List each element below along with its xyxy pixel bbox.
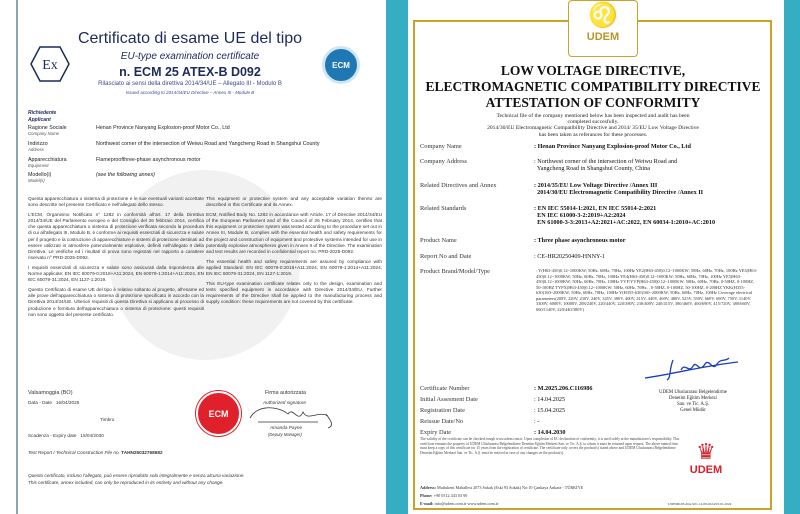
row-label: Company Address bbox=[420, 158, 468, 165]
atex-certificate bbox=[0, 0, 386, 514]
ecm-logo: ECM bbox=[322, 46, 360, 84]
product-types: : Y(H63-450)0.12~1000KW; 50Hz, 60Hz, 70Hz, 100Hz YE2(H63-450)0.12~1000KW; 50Hz, 60Hz, 70Hz, 100Hz YE3(H63-450)0.12~1000KW; 50Hz, 60Hz, 70Hz, 100Hz YE4(H63-450)0.12~1000KW; 50Hz, 60Hz, 70Hz, 100Hz YE5(H63-450)0.12~1000KW; 50Hz, 60Hz, 70Hz, 100Hz YVF/YVP(H63-450)0.12~1000KW; 50Hz, 60Hz, 70Hz, 0-50HZ, 0-100HZ, 50-100HZ TYPX(H63-450)0.12~1000KW; 50Hz, 60Hz, 70Hz, , 0-50HZ, 0-100HZ, 50-100HZ, 0-200HZ YKK(H355-630)160~2000KW; 50Hz, 60Hz, 70Hz, 100Hz Y(H355-630)160~2000KW; 50Hz, 60Hz, 70Hz, 100Hz Coverage electrical parameters(208V, 220V, 230V, 240V, 345V, 380V, 400V, 415V, 440V, 460V, 480V, 525V, 550V, 660V, 690V, 750V, 1140V, 3300V, 6000V, 10000V, 208/240V, 220/440V, 220/380V, 230/400V, 240/415V, 380/460V, 400/690V, 415/720V, 380/660V, 660/1140V, 220/440/380V) bbox=[536, 268, 758, 312]
company-name: Henan Province Nanyang Explosion-proof Motor Co., Ltd bbox=[96, 125, 230, 131]
detail-label: Expiry Date bbox=[420, 429, 452, 436]
udem-certificate bbox=[408, 0, 784, 514]
company-name: : Henan Province Nanyang Explosion-proof Motor Co., Ltd bbox=[534, 143, 691, 150]
certificate-number: : M.2025.206.C116986 bbox=[534, 385, 593, 392]
address: Northwest corner of the intersection of Weiwu Road and Yangcheng Road in Shangshui County bbox=[96, 141, 320, 147]
test-report: Test Report / Technical Construction File no. TAHN25032768682 bbox=[28, 450, 163, 455]
registration-date: : 15.04.2025 bbox=[534, 407, 566, 414]
field-label: Modello(i) Model(s) bbox=[28, 172, 52, 183]
field-label: Ragione Sociale Company Name bbox=[28, 125, 67, 136]
ecm-stamp: ECM bbox=[196, 391, 241, 436]
issue-date: Data - Date 16/04/2025 bbox=[28, 400, 80, 405]
doc-code: UDEMK03-MA-S01-14.08.2024/03.01.2024 bbox=[668, 502, 732, 506]
field-label: Apparecchiatura Equipment bbox=[28, 157, 67, 168]
email: E-mail: info@udem.com.tr www.udem.com.tr bbox=[420, 501, 499, 506]
reissue: : - bbox=[534, 418, 540, 425]
cert-subtitle: EU-type examination certificate bbox=[120, 51, 260, 62]
text-it: Questa apparecchiatura o sistema di protezione e le sue eventuali varianti accettate sono descritte nel presente Certificato e nell'allegato dello stesso. L'ECM, Organismo Notificato n° 1282 in conformità all'art. 17 della Direttiva 2014/34/UE del Parlamento europeo e del Consiglio del 26 febbraio 2014, certifica che questa apparecchiatura o sistema di protezione verificata secondo la procedura di cui all'allegato III, Modulo B, è conforme ai requisiti essenziali di sicurezza e salute per il progetto e la costruzione di apparecchiature e sistemi di protezione destinati ad essere utilizzati in atmosfere potenzialmente esplosive, definiti nell'allegato II della Direttiva. Le verifiche ed i risultati di prova sono registrati nel rapporto a carattere riservato n° PRD-2025-D092. I requisiti essenziali di sicurezza e salute sono assicurati dalla rispondenza alle Norme applicate: EN IEC 60079-0:2018+A11:2024, EN 60079-1:2014+A11:2024, EN IEC 60079-31:2024, EN 1127-1:2019. Questo Certificato di esame UE del tipo è relativo soltanto al progetto, all'esame ed alle prove dell'apparecchiatura o sistema di protezione specificato in accordo con la Direttiva 2014/34/UE. Ulteriori requisiti di questa Direttiva si applicano al processo di produzione e fornitura dell'apparecchiatura o sistema di protezione: questi requisiti non sono oggetto del presente certificato. bbox=[28, 196, 204, 317]
place: Valsamoggia (BO) bbox=[28, 390, 73, 396]
signature-icon bbox=[643, 352, 743, 382]
signature-label-en: Authorized signature bbox=[263, 400, 306, 405]
cert-title: Certificato di esame UE del tipo bbox=[77, 30, 303, 47]
models: (see the following annex) bbox=[96, 172, 155, 178]
row-label: Product Brand/Model/Type bbox=[420, 268, 491, 275]
phone: Phone: +90 0312 443 03 90 bbox=[420, 493, 468, 498]
row-label: Related Directives and Annex bbox=[420, 182, 497, 189]
svg-text:Ex: Ex bbox=[42, 58, 58, 73]
detail-label: Initial Assesment Date bbox=[420, 396, 478, 403]
signer-role: (Deputy Manager) bbox=[268, 432, 302, 437]
applicant-heading: Richiedente Applicant bbox=[28, 110, 57, 123]
title-line: LOW VOLTAGE DIRECTIVE, bbox=[500, 63, 686, 78]
signature-label: Firma autorizzata bbox=[265, 390, 306, 396]
standards: : EN IEC 55014-1:2021, EN IEC 55014-2:2021 EN IEC 61000-3-2:2019+A2:2024 EN 61000-3-3:2013+A2:2021+AC:2022, EN 60034-1:2010+AC:2010 bbox=[534, 205, 716, 227]
detail-label: Reissue Date/No bbox=[420, 418, 464, 425]
footer-it: Questo certificato, incluso l'allegato, può essere riprodotto solo integralmente e senza alcuna variazione. bbox=[28, 473, 245, 478]
background-strip bbox=[782, 0, 800, 514]
report-no: : CE-HR20250409-HNNY-1 bbox=[534, 253, 605, 260]
stamp-label: Timbro bbox=[100, 417, 115, 422]
text-en: This equipment or protective system and any acceptable variation thereto are described in this Certificate and its Annex. ECM, Notified Body No. 1282 in accordance with Article. 17 of Directive 2014/34/EU of the European Parliament and of the Council of 26 February 2014, certifies that this equipment or protective system was tested according to the procedure set out in Annex III, Module B, complies with the essential health and safety requirements for the project and construction of equipment and protective systems intended for use in potentially explosive atmospheres given in Annex II of the Directive. The examination and test results are recorded in confidential report no. PRD-2025-D092. The essential health and safety requirements are assured by compliance with applied Standard: EN IEC 60079-0:2018+A11:2024, EN 60079-1:2014+A11:2024, EN IEC 60079-31:2024, EN 1127-1:2019. This EU-type examination certificate relates only to the design, examination and tests specified equipment in accordance with Directive 2014/34/EU. Further requirements of the Directive shall be applied to the manufacturing process and supply condition: these requirements are not covered by this certificate. bbox=[206, 196, 382, 305]
row-label: Related Standards bbox=[420, 205, 467, 212]
page-edge bbox=[16, 0, 18, 514]
initial-date: : 14.04.2025 bbox=[534, 396, 566, 403]
equipment: Flameproofthree-phase asynchronous motor bbox=[96, 157, 201, 163]
detail-label: Registration Date bbox=[420, 407, 465, 414]
directives: : 2014/35/EU Low Voltage Directive /Annex III 2014/30/EU Electromagnetic Compatibility Directive /Annex II bbox=[534, 182, 704, 197]
detail-label: Certificate Number bbox=[420, 385, 470, 392]
issued-en: Issued according to 2014/34/EU Directive – Annex III - Module B bbox=[125, 90, 255, 95]
product-name: : Three phase asynchronous motor bbox=[534, 237, 626, 244]
footer-en: This certificate, annex included, can only be reproduced in its entirety and without any change. bbox=[28, 480, 224, 485]
expiry-date: Scadenza - Expiry date 15/04/2030 bbox=[28, 433, 104, 438]
row-label: Product Name bbox=[420, 237, 457, 244]
signatory: UDEM Uluslararası Belgelendirme Denetim Eğitim Merkezi San. ve Tic. A.Ş. Genel Müdür bbox=[659, 390, 727, 413]
company-address: : Northwest corner of the intersection of Weiwu Road and Yangcheng Road in Shangshui County, China bbox=[534, 158, 678, 173]
lion-crown-icon: ♛ bbox=[696, 439, 716, 464]
lion-icon: ♌ bbox=[588, 2, 618, 29]
title-line: ATTESTATION OF CONFORMITY bbox=[485, 95, 701, 110]
udem-logo: ♌ UDEM bbox=[568, 0, 638, 57]
address: Address: Mutlukent Mahallesi 2073 Sokak (Eski 93 Sokak) No:10 Çankaya Ankara - TÜRKİYE bbox=[420, 485, 584, 490]
intro: Technical file of the company mentioned below has been inspected and audit has been completed succesfully. 2014/30/EU Electromagnetic Compatibility Directive and 2014/ 35/EU Low Voltage Directive has been taken as referances for these processes. bbox=[487, 113, 699, 138]
cert-number: n. ECM 25 ATEX-B D092 bbox=[119, 65, 261, 79]
field-label: Indirizzo Address bbox=[28, 141, 48, 152]
title-line: ELECTROMAGNETIC COMPATIBILITY DIRECTIVE bbox=[425, 79, 761, 94]
fine-print: The validity of the certificate can be checked trough www.udem.com.tr. Upon completion of EC declaration of conformity, it is used solely at the manufacturer's responsibility. This certificate remains the property of UDEM Uluslararası Belgelendirme Denetim Eğitim Merkezi San. ve Tic. A.Ş. to whom it must be returned upon request. The above named firm must keep a copy of this certificate for 15 years from the registration of certificate. The certificate only covers the product(s) stated above and UDEM Uluslararası Belgelendirme Denetim Eğitim Merkezi San. ve Tic. A.Ş. must be noticed in case of any changes on the product(s). bbox=[420, 437, 680, 455]
row-label: Report No and Date bbox=[420, 253, 472, 260]
udem-red-logo: ♛ UDEM bbox=[678, 440, 734, 476]
signer-name: Amanda Payne bbox=[270, 425, 303, 430]
expiry-date: : 14.04.2030 bbox=[534, 429, 566, 436]
row-label: Company Name bbox=[420, 143, 462, 150]
issued-it: Rilasciato ai sensi della direttiva 2014/34/UE – Allegato III - Modulo B bbox=[98, 81, 282, 87]
